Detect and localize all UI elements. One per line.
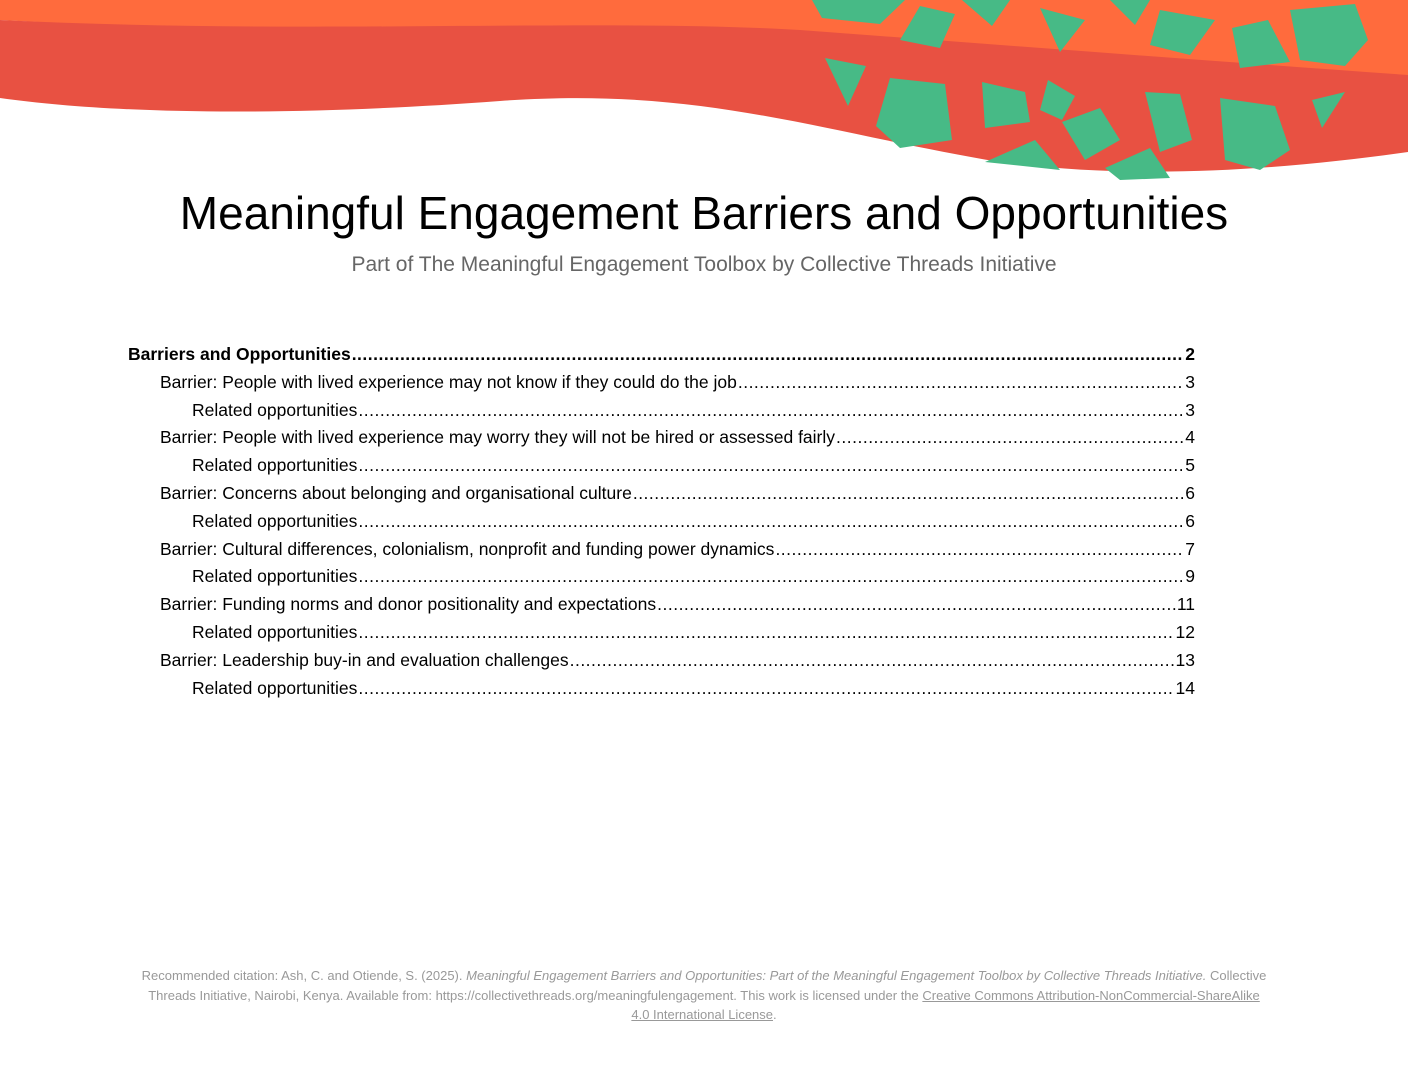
- citation-details: Collective Threads Initiative, Nairobi, Kenya. Available from: https://collectivethreads.org/meaningfulengagement. This work is licensed under the: [148, 968, 1267, 1003]
- toc-entry-label[interactable]: Barrier: Leadership buy-in and evaluation challenges: [160, 649, 569, 670]
- toc-entry[interactable]: [128, 619, 1195, 647]
- toc-leader-dots: [358, 452, 1184, 480]
- header-banner: [0, 0, 1408, 180]
- toc-leader-dots: [358, 675, 1174, 703]
- license-link[interactable]: Creative Commons Attribution-NonCommercial-ShareAlike 4.0 International License: [631, 987, 1260, 1022]
- toc-entry-label[interactable]: Related opportunities: [192, 399, 358, 420]
- table-of-contents: [128, 341, 1195, 702]
- toc-entry-label[interactable]: Barrier: Cultural differences, colonialism, nonprofit and funding power dynamics: [160, 538, 775, 559]
- toc-entry[interactable]: [128, 369, 1195, 397]
- toc-leader-dots: [358, 563, 1184, 591]
- toc-entry[interactable]: [128, 480, 1195, 508]
- toc-entry[interactable]: [128, 508, 1195, 536]
- toc-leader-dots: [358, 619, 1174, 647]
- toc-entry-label[interactable]: Related opportunities: [192, 677, 358, 698]
- toc-entry[interactable]: [128, 563, 1195, 591]
- toc-entry-label[interactable]: Related opportunities: [192, 621, 358, 642]
- toc-entry-page-number[interactable]: 7: [1185, 538, 1195, 559]
- page-subtitle: Part of The Meaningful Engagement Toolbox by Collective Threads Initiative: [351, 253, 1057, 276]
- toc-entry[interactable]: [128, 647, 1195, 675]
- toc-leader-dots: [836, 424, 1184, 452]
- citation-title: Meaningful Engagement Barriers and Opportunities: Part of the Meaningful Engagement Toolbox by Collective Threads Initiative.: [466, 968, 1207, 983]
- toc-leader-dots: [633, 480, 1184, 508]
- toc-entry-page-number[interactable]: 4: [1185, 427, 1195, 448]
- toc-entry-label[interactable]: Barriers and Opportunities: [128, 344, 351, 364]
- toc-entry-page-number[interactable]: 3: [1185, 399, 1195, 420]
- toc-leader-dots: [358, 508, 1184, 536]
- toc-entry-page-number[interactable]: 11: [1176, 594, 1195, 615]
- citation-footer: [140, 966, 1268, 1025]
- toc-entry-label[interactable]: Barrier: People with lived experience may worry they will not be hired or assessed fairly: [160, 427, 836, 448]
- toc-entry[interactable]: [128, 452, 1195, 480]
- toc-entry-label[interactable]: Barrier: People with lived experience may not know if they could do the job: [160, 371, 737, 392]
- toc-leader-dots: [358, 397, 1184, 425]
- toc-entry-label[interactable]: Related opportunities: [192, 566, 358, 587]
- toc-leader-dots: [738, 369, 1184, 397]
- toc-entry-page-number[interactable]: 12: [1175, 621, 1195, 642]
- toc-entry-page-number[interactable]: 6: [1185, 510, 1195, 531]
- toc-entry-page-number[interactable]: 9: [1185, 566, 1195, 587]
- toc-entry-page-number[interactable]: 3: [1185, 371, 1195, 392]
- toc-entry-page-number[interactable]: 13: [1175, 649, 1195, 670]
- decorative-wave-pattern: [0, 0, 1408, 180]
- toc-entry[interactable]: [128, 591, 1195, 619]
- toc-entry[interactable]: [128, 536, 1195, 564]
- citation-suffix: .: [773, 1007, 777, 1022]
- toc-entry[interactable]: [128, 424, 1195, 452]
- toc-entry[interactable]: [128, 397, 1195, 425]
- toc-entry-label[interactable]: Barrier: Funding norms and donor positionality and expectations: [160, 594, 657, 615]
- toc-leader-dots: [570, 647, 1175, 675]
- toc-entry[interactable]: [128, 341, 1195, 369]
- toc-entry[interactable]: [128, 675, 1195, 703]
- page-title: Meaningful Engagement Barriers and Opportunities: [179, 187, 1229, 239]
- toc-entry-page-number[interactable]: 6: [1185, 482, 1195, 503]
- citation-prefix: Recommended citation: Ash, C. and Otiende, S. (2025).: [141, 968, 467, 983]
- toc-entry-page-number[interactable]: 14: [1175, 677, 1195, 698]
- toc-entry-label[interactable]: Related opportunities: [192, 510, 358, 531]
- toc-entry-label[interactable]: Related opportunities: [192, 455, 358, 476]
- toc-leader-dots: [657, 591, 1176, 619]
- toc-leader-dots: [352, 341, 1185, 369]
- toc-entry-label[interactable]: Barrier: Concerns about belonging and organisational culture: [160, 482, 632, 503]
- toc-entry-page-number[interactable]: 5: [1185, 455, 1195, 476]
- toc-entry-page-number[interactable]: 2: [1185, 344, 1195, 364]
- toc-leader-dots: [775, 536, 1184, 564]
